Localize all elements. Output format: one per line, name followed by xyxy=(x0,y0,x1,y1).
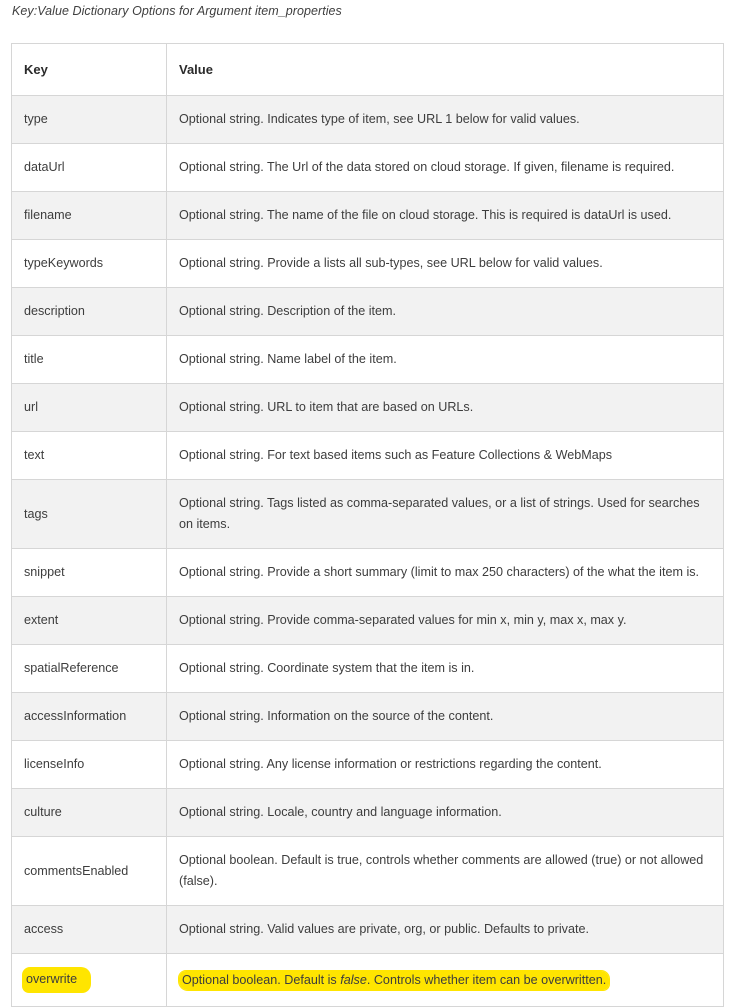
cell-value: Optional boolean. Default is true, controls whether comments are allowed (true) or not allowed (false). xyxy=(167,837,724,906)
table-row xyxy=(12,645,724,693)
table-row xyxy=(12,480,724,549)
cell-key: spatialReference xyxy=(12,645,167,693)
table-row xyxy=(12,96,724,144)
table-header xyxy=(12,44,724,96)
table-row xyxy=(12,288,724,336)
cell-value: Optional string. Locale, country and language information. xyxy=(167,789,724,837)
italic-default-value: false xyxy=(340,972,367,987)
table-row xyxy=(12,192,724,240)
cell-value xyxy=(167,954,724,1007)
cell-value: Optional string. The Url of the data stored on cloud storage. If given, filename is required. xyxy=(167,144,724,192)
cell-value: Optional string. For text based items such as Feature Collections & WebMaps xyxy=(167,432,724,480)
cell-value: Optional string. Name label of the item. xyxy=(167,336,724,384)
table-row xyxy=(12,693,724,741)
table-body xyxy=(12,96,724,1007)
cell-key: dataUrl xyxy=(12,144,167,192)
cell-key: commentsEnabled xyxy=(12,837,167,906)
table-row xyxy=(12,240,724,288)
cell-value: Optional string. Description of the item. xyxy=(167,288,724,336)
cell-key: licenseInfo xyxy=(12,741,167,789)
cell-key: snippet xyxy=(12,549,167,597)
cell-value: Optional string. Provide a lists all sub-types, see URL below for valid values. xyxy=(167,240,724,288)
cell-value: Optional string. Any license information or restrictions regarding the content. xyxy=(167,741,724,789)
cell-value: Optional string. Provide comma-separated values for min x, min y, max x, max y. xyxy=(167,597,724,645)
cell-key xyxy=(12,954,167,1007)
cell-key: type xyxy=(12,96,167,144)
table-row xyxy=(12,741,724,789)
cell-key: description xyxy=(12,288,167,336)
cell-key: culture xyxy=(12,789,167,837)
table-row xyxy=(12,954,724,1007)
table-row xyxy=(12,597,724,645)
cell-value: Optional string. Provide a short summary (limit to max 250 characters) of the what the item is. xyxy=(167,549,724,597)
table-row xyxy=(12,432,724,480)
column-header-key: Key xyxy=(12,44,167,96)
properties-table-container xyxy=(11,43,723,1007)
cell-value: Optional string. The name of the file on cloud storage. This is required is dataUrl is used. xyxy=(167,192,724,240)
cell-value: Optional string. Tags listed as comma-separated values, or a list of strings. Used for searches on items. xyxy=(167,480,724,549)
cell-value: Optional string. URL to item that are based on URLs. xyxy=(167,384,724,432)
cell-value: Optional string. Coordinate system that the item is in. xyxy=(167,645,724,693)
table-row xyxy=(12,837,724,906)
item-properties-table xyxy=(11,43,724,1007)
cell-key: tags xyxy=(12,480,167,549)
table-row xyxy=(12,789,724,837)
table-row xyxy=(12,906,724,954)
cell-key: typeKeywords xyxy=(12,240,167,288)
table-caption: Key:Value Dictionary Options for Argument item_properties xyxy=(12,4,342,18)
cell-key: url xyxy=(12,384,167,432)
highlight-marker-value: Optional boolean. Default is false. Controls whether item can be overwritten. xyxy=(179,971,609,990)
cell-key: extent xyxy=(12,597,167,645)
table-row xyxy=(12,144,724,192)
cell-key: filename xyxy=(12,192,167,240)
column-header-value: Value xyxy=(167,44,724,96)
cell-value: Optional string. Valid values are private, org, or public. Defaults to private. xyxy=(167,906,724,954)
highlight-marker-key: overwrite xyxy=(22,967,91,993)
cell-value: Optional string. Indicates type of item, see URL 1 below for valid values. xyxy=(167,96,724,144)
cell-key: accessInformation xyxy=(12,693,167,741)
table-row xyxy=(12,336,724,384)
table-row xyxy=(12,384,724,432)
table-header-row xyxy=(12,44,724,96)
cell-key: text xyxy=(12,432,167,480)
cell-key: access xyxy=(12,906,167,954)
cell-value: Optional string. Information on the source of the content. xyxy=(167,693,724,741)
cell-key: title xyxy=(12,336,167,384)
table-row xyxy=(12,549,724,597)
